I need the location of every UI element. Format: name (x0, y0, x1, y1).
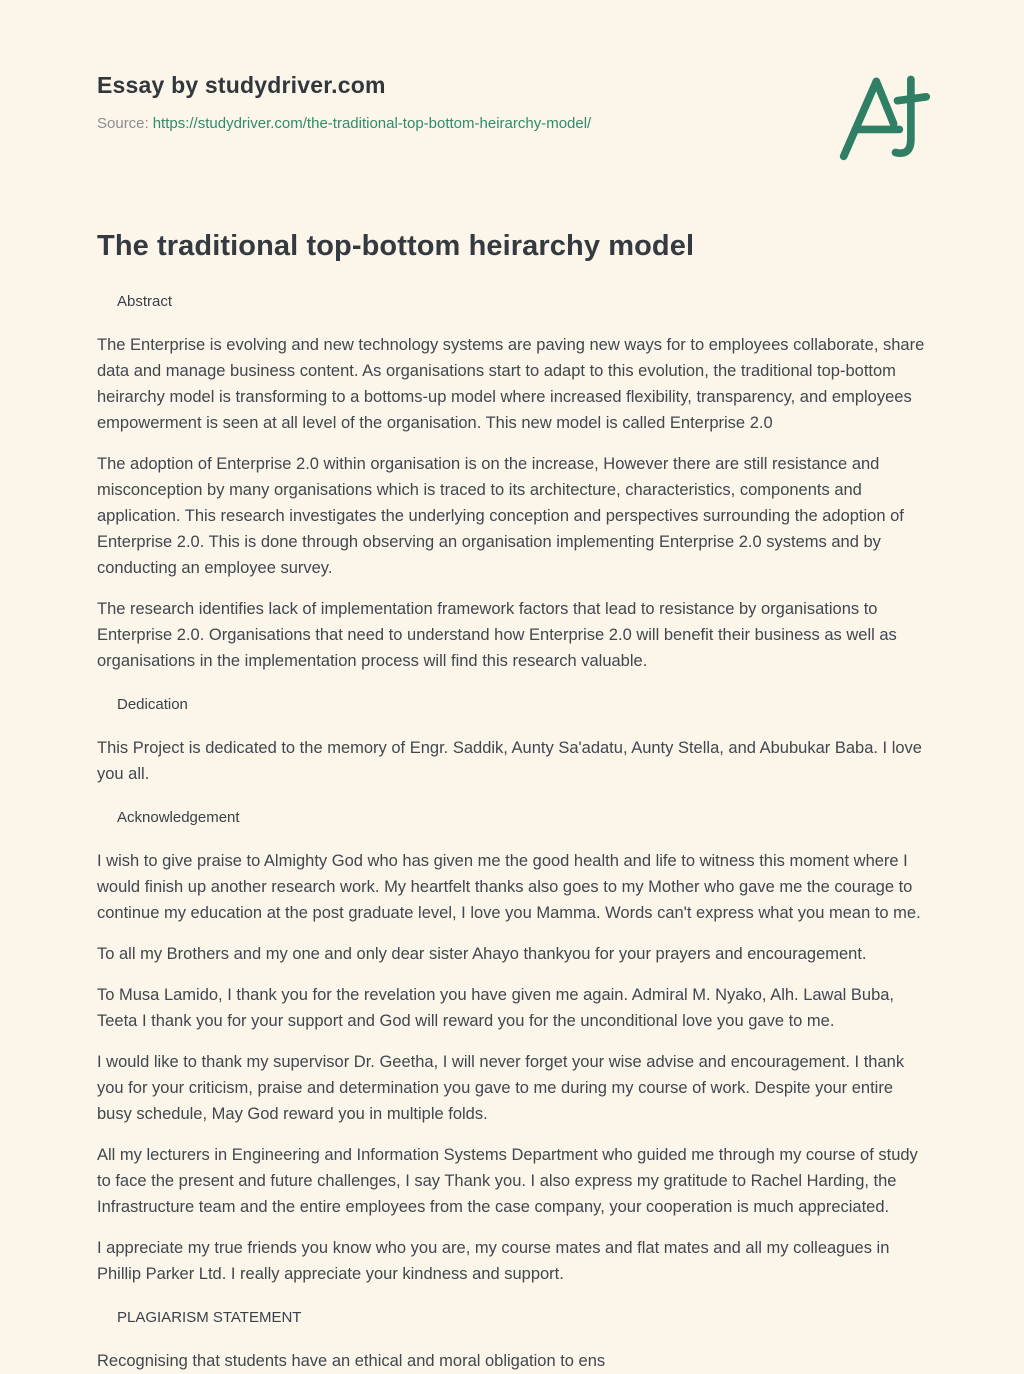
section-heading: Acknowledgement (117, 809, 240, 826)
paragraph: The research identifies lack of implementation framework factors that lead to resistance by organisations to Enterprise 2.0. Organisations that need to understand how Enterprise 2.0 will benefit their business as well as organisations in the implementation process will find this research valuable. (97, 600, 897, 670)
source-label: Source: (97, 115, 149, 132)
paragraph: All my lecturers in Engineering and Information Systems Department who guided me through my course of study to face the present and future challenges, I say Thank you. I also express my gratitude to Rachel Harding, the Infrastructure team and the entire employees from the case company, your cooperation is much appreciated. (97, 1146, 918, 1216)
paragraph: To all my Brothers and my one and only dear sister Ahayo thankyou for your prayers and encouragement. (97, 945, 867, 963)
paragraph: I would like to thank my supervisor Dr. Geetha, I will never forget your wise advise and encouragement. I thank you for your criticism, praise and determination you gave to me during my course of work. Despite your entire busy schedule, May God reward you in multiple folds. (97, 1053, 905, 1123)
paragraph: To Musa Lamido, I thank you for the revelation you have given me again. Admiral M. Nyako, Alh. Lawal Buba, Teeta I thank you for your support and God will reward you for the unconditional love you gave to me. (97, 986, 895, 1030)
section-heading: PLAGIARISM STATEMENT (117, 1309, 302, 1326)
studydriver-logo-icon (836, 68, 932, 164)
source-url-link[interactable]: https://studydriver.com/the-traditional-top-bottom-heirarchy-model/ (152, 115, 592, 132)
source-line (97, 115, 930, 132)
section-heading: Dedication (117, 696, 188, 713)
site-title: Essay by studydriver.com (97, 72, 386, 98)
paragraph: The adoption of Enterprise 2.0 within organisation is on the increase, However there are still resistance and misconception by many organisations which is traced to its architecture, characteristics, components and application. This research investigates the underlying conception and perspectives surrounding the adoption of Enterprise 2.0. This is done through observing an organisation implementing Enterprise 2.0 systems and by conducting an employee survey. (97, 455, 904, 577)
paragraph: The Enterprise is evolving and new technology systems are paving new ways for to employees collaborate, share data and manage business content. As organisations start to adapt to this evolution, the traditional top-bottom heirarchy model is transforming to a bottoms-up model where increased flexibility, transparency, and employees empowerment is seen at all level of the organisation. This new model is called Enterprise 2.0 (97, 336, 925, 432)
paragraph: I appreciate my true friends you know who you are, my course mates and flat mates and all my colleagues in Phillip Parker Ltd. I really appreciate your kindness and support. (97, 1239, 890, 1283)
logo-svg (836, 68, 932, 164)
document-sections (97, 293, 930, 1374)
document-title: The traditional top-bottom heirarchy model (97, 230, 695, 262)
section-heading: Abstract (117, 293, 173, 310)
paragraph: I wish to give praise to Almighty God who has given me the good health and life to witness this moment where I would finish up another research work. My heartfelt thanks also goes to my Mother who gave me the courage to continue my education at the post graduate level, I love you Mamma. Words can't express what you mean to me. (97, 852, 921, 922)
paragraph: This Project is dedicated to the memory of Engr. Saddik, Aunty Sa'adatu, Aunty Stella, and Abubukar Baba. I love you all. (97, 739, 922, 783)
paragraph: Recognising that students have an ethical and moral obligation to ens (97, 1352, 606, 1370)
